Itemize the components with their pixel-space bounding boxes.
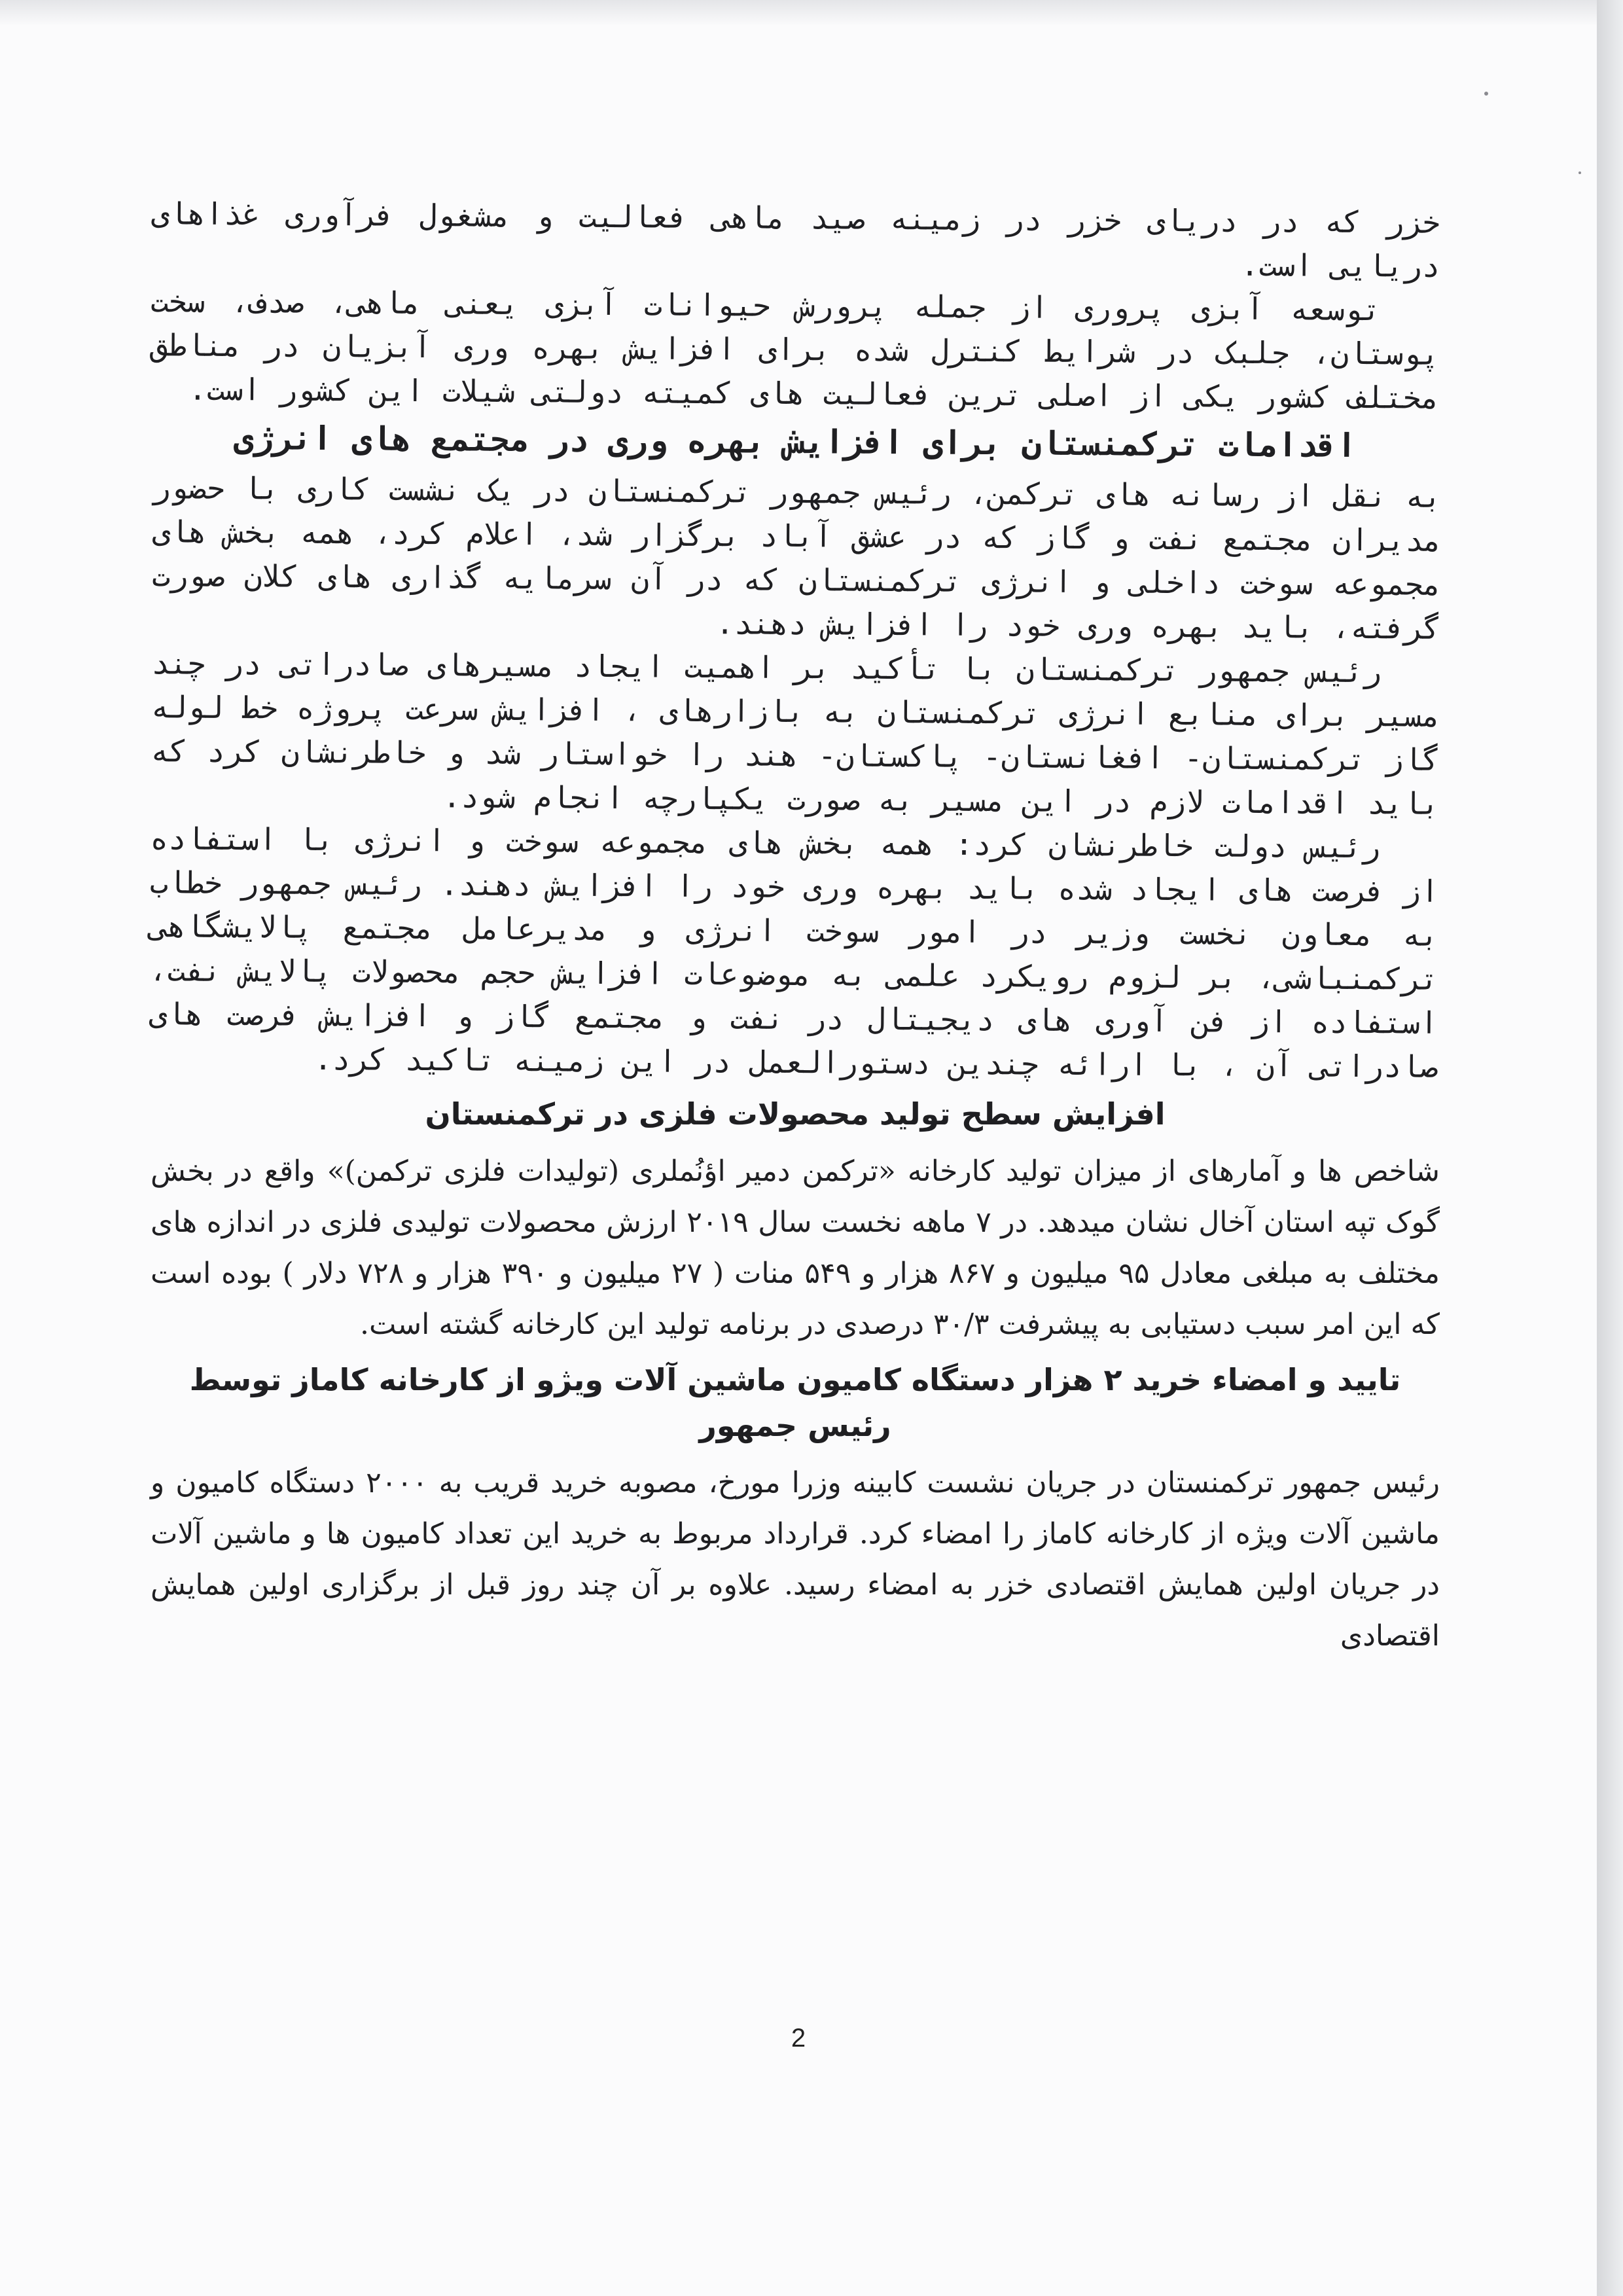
kamaz-paragraph: رئیس جمهور ترکمنستان در جریان نشست کابینه وزرا مورخ، مصوبه خرید قریب به ۲۰۰۰ دستگاه کامیون و ماشین آلات ویژه از کارخانه کاماز را امضاء کرد. قرارداد مربوط به خرید این تعداد کامیون ها و ماشین آلات در جریان اولین همایش اقتصادی خزر به امضاء رسید. علاوه بر آن چند روز قبل از برگزاری اولین همایش اقتصادی	[151, 1466, 1440, 1653]
energy-section	[149, 466, 1442, 1089]
section-heading-energy: اقدامات ترکمنستان برای افزایش بهره وری در مجتمع های انرژی	[233, 419, 1357, 465]
intro-paragraph: خزر که در دریای خزر در زمینه صید ماهی فعالیت و مشغول فرآوری غذاهای دریایی است.	[151, 196, 1441, 284]
section-heading-kamaz: تایید و امضاء خرید ۲ هزار دستگاه کامیون ماشین آلات ویژو از کارخانه کاماز توسط رئیس جمهور	[189, 1362, 1401, 1443]
scan-speck	[1484, 92, 1488, 96]
page-number: 2	[791, 2024, 806, 2053]
document-body	[151, 196, 1440, 1662]
scanner-edge	[1597, 0, 1623, 2296]
scan-top-shadow	[0, 0, 1597, 26]
intro-paragraph: توسعه آبزی پروری از جمله پرورش حیوانات آبزی یعنی ماهی، صدف، سخت پوستان، جلبک در شرایط کنترل شده برای افزایش بهره وری آبزیان در مناطق مختلف کشور یکی از اصلی ترین فعالیت های کمیته دولتی شیلات این کشور است.	[150, 283, 1440, 416]
energy-paragraph: رئیس دولت خاطرنشان کرد: همه بخش های مجموعه سوخت و انرژی با استفاده از فرصت های ایجاد شده باید بهره وری خود را افزایش دهند. رئیس جمهور خطاب به معاون نخست وزیر در امور سوخت انرژی و مدیرعامل مجتمع پالایشگاهی ترکمنباشی، بر لزوم رویکرد علمی به موضوعات افزایش حجم محصولات پالایش نفت، استفاده از فن آوری های دیجیتال در نفت و مجتمع گاز و افزایش فرصت های صادراتی آن ، با ارائه چندین دستورالعمل در این زمینه تاکید کرد.	[149, 821, 1439, 1085]
energy-paragraph: رئیس جمهور ترکمنستان با تأکید بر اهمیت ایجاد مسیرهای صادراتی در چند مسیر برای منابع انرژی ترکمنستان به بازارهای ، افزایش سرعت پروژه خط لوله گاز ترکمنستان- افغانستان- پاکستان- هند را خواستار شد و خاطرنشان کرد که باید اقدامات لازم در این مسیر به صورت یکپارچه انجام شود.	[151, 645, 1440, 821]
scan-speck	[1578, 171, 1581, 174]
metal-paragraph: شاخص ها و آمارهای از میزان تولید کارخانه «ترکمن دمیر اؤنُملری (تولیدات فلزی ترکمن)» واقع در بخش گوک تپه استان آخال نشان میدهد. در ۷ ماهه نخست سال ۲۰۱۹ ارزش محصولات تولیدی فلزی در اندازه های مختلف به مبلغی معادل ۹۵ میلیون و ۸۶۷ هزار و ۵۴۹ منات ( ۲۷ میلیون و ۳۹۰ هزار و ۷۲۸ دلار ) بوده است که این امر سبب دستیابی به پیشرفت ۳۰/۳ درصدی در برنامه تولید این کارخانه گشته است.	[151, 1155, 1440, 1341]
intro-section	[150, 192, 1440, 420]
section-heading-metal: افزایش سطح تولید محصولات فلزی در ترکمنستان	[425, 1096, 1166, 1132]
energy-paragraph: به نقل از رسانه های ترکمن، رئیس جمهور ترکمنستان در یک نشست کاری با حضور مدیران مجتمع نفت و گاز که در عشق آباد برگزار شد، اعلام کرد، همه بخش های مجموعه سوخت داخلی و انرژی ترکمنستان که در آن سرمایه گذاری های کلان صورت گرفته، باید بهره وری خود را افزایش دهند.	[151, 470, 1442, 646]
